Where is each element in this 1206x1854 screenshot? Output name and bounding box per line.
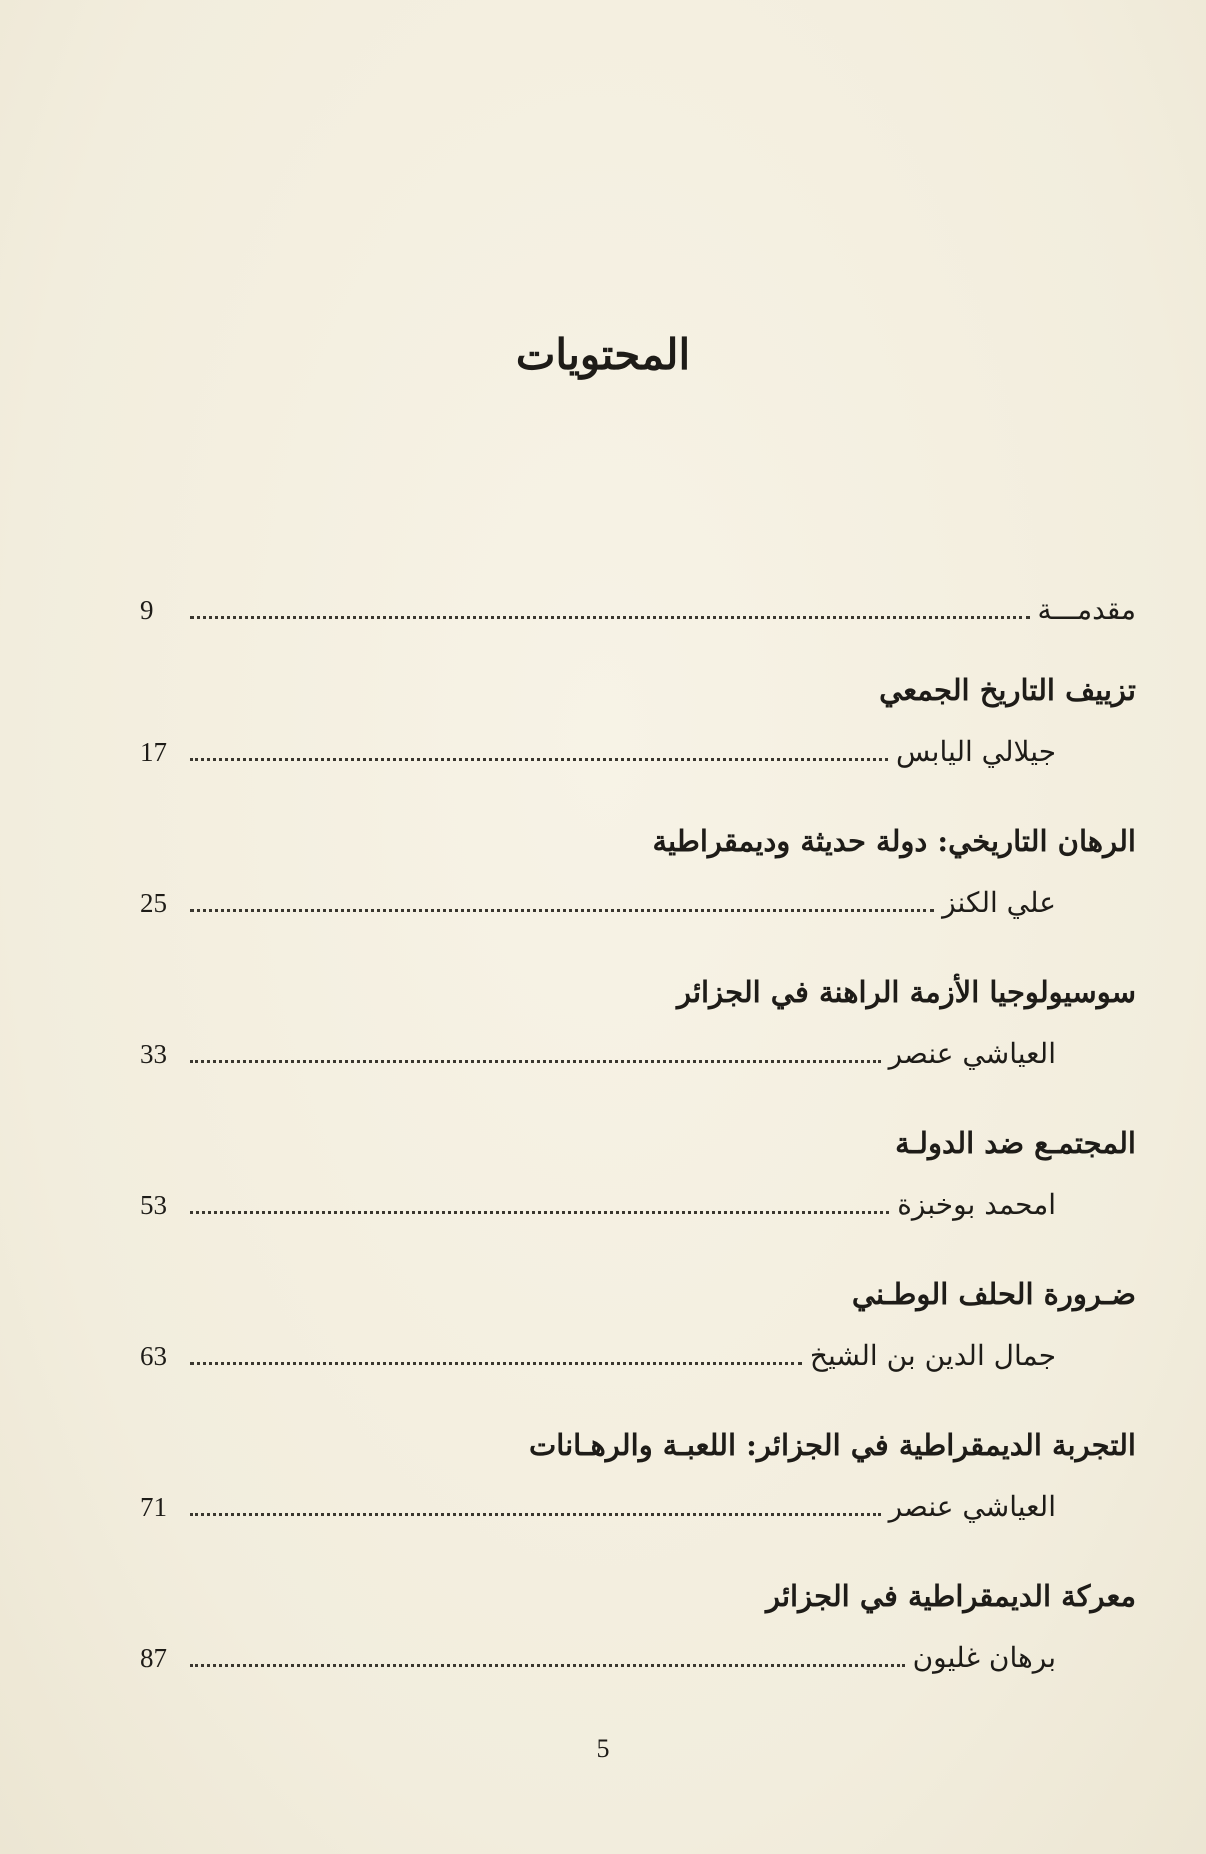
dot-leader (190, 1211, 889, 1214)
toc-line (140, 883, 1056, 923)
toc-line (140, 1638, 1056, 1678)
toc-line (140, 1034, 1056, 1074)
dot-leader (190, 758, 888, 761)
toc-author: العياشي عنصر (888, 1490, 1056, 1523)
toc-chapter-title: التجربة الديمقراطية في الجزائر: اللعبـة والرهـانات (528, 1428, 1136, 1462)
dot-leader (190, 1664, 905, 1667)
dot-leader (190, 909, 934, 912)
toc-chapter-title: سوسيولوجيا الأزمة الراهنة في الجزائر (676, 975, 1136, 1009)
toc-line (140, 590, 1136, 630)
toc-line (140, 1185, 1056, 1225)
dot-leader (190, 1513, 881, 1516)
toc-page-number: 71 (140, 1492, 167, 1522)
toc-chapter-title: تزييف التاريخ الجمعي (879, 673, 1136, 707)
page-title: المحتويات (515, 330, 691, 379)
toc-chapter-title: المجتمـع ضد الدولـة (895, 1126, 1136, 1160)
toc-author: جيلالي اليابس (895, 735, 1056, 768)
dot-leader (190, 1060, 881, 1063)
toc-page-number: 9 (140, 595, 154, 625)
toc-page-number: 87 (140, 1643, 167, 1673)
toc-page-number: 25 (140, 888, 167, 918)
toc-line (140, 1336, 1056, 1376)
toc-line (140, 732, 1056, 772)
dot-leader (190, 1362, 802, 1365)
toc-author: امحمد بوخبزة (897, 1188, 1056, 1221)
toc-chapter-title: الرهان التاريخي: دولة حديثة وديمقراطية (652, 824, 1136, 858)
toc-author: العياشي عنصر (888, 1037, 1056, 1070)
toc-line (140, 1487, 1056, 1527)
toc-author: علي الكنز (942, 886, 1056, 919)
dot-leader (190, 616, 1030, 619)
toc-chapter-title: ضـرورة الحلف الوطـني (851, 1277, 1136, 1311)
toc-page-number: 53 (140, 1190, 167, 1220)
toc-author: برهان غليون (912, 1641, 1056, 1674)
toc-author: جمال الدين بن الشيخ (809, 1339, 1056, 1372)
page-footer-number: 5 (596, 1734, 610, 1763)
toc-entry-label: مقدمـــة (1037, 593, 1136, 626)
toc-page-number: 17 (140, 737, 167, 767)
toc-page-number: 33 (140, 1039, 167, 1069)
toc-chapter-title: معركة الديمقراطية في الجزائر (765, 1579, 1136, 1613)
toc-page-number: 63 (140, 1341, 167, 1371)
